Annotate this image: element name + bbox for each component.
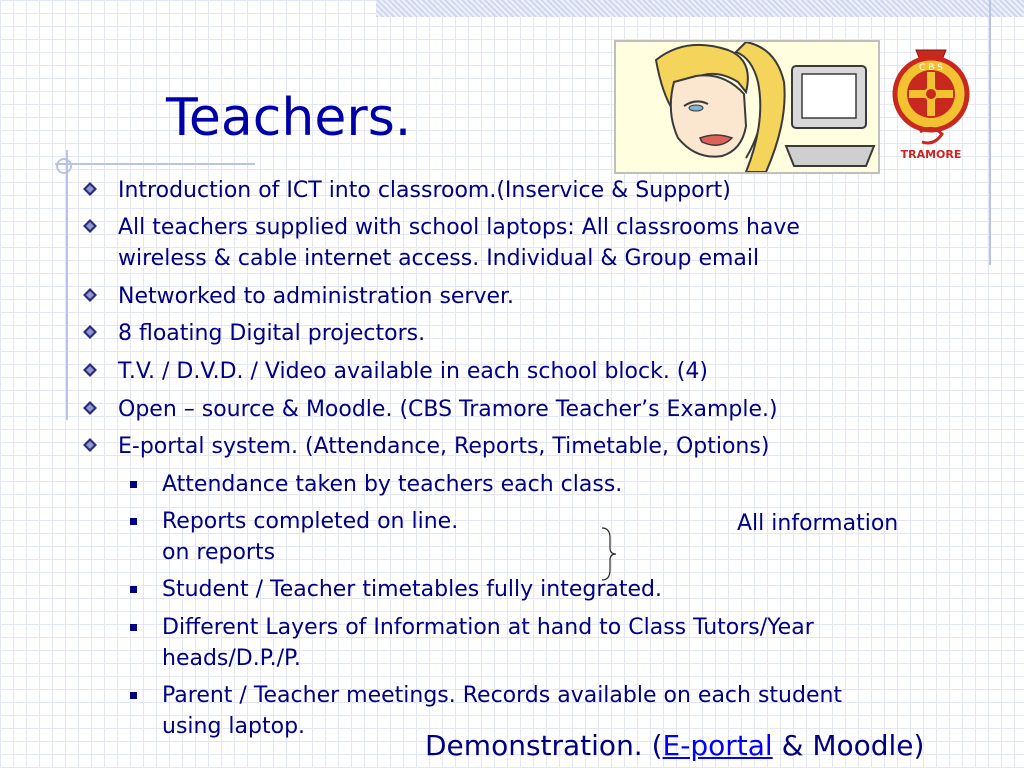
bullet-line: All teachers supplied with school laptops: All classrooms have bbox=[118, 215, 800, 240]
bullet-text: Open – source & Moodle. (CBS Tramore Teacher’s Example.) bbox=[118, 397, 778, 422]
crest-top-text: C B S bbox=[919, 63, 943, 73]
side-note-text: All information bbox=[737, 511, 899, 536]
diamond-bullet-icon bbox=[83, 325, 97, 339]
school-crest-logo bbox=[888, 42, 974, 164]
diamond-bullet-icon bbox=[83, 438, 97, 452]
diamond-bullet-icon bbox=[83, 363, 97, 377]
footer-prefix: Demonstration. ( bbox=[425, 729, 663, 762]
decorative-title-rule bbox=[55, 163, 255, 165]
bullet-text: E-portal system. (Attendance, Reports, Timetable, Options) bbox=[118, 434, 770, 459]
decorative-top-band bbox=[376, 0, 1024, 17]
bullet-line: Different Layers of Information at hand to Class Tutors/Year bbox=[162, 615, 814, 640]
bullet-text: Student / Teacher timetables fully integrated. bbox=[162, 577, 662, 602]
square-bullet-icon bbox=[130, 692, 137, 699]
diamond-bullet-icon bbox=[83, 219, 97, 233]
bullet-line: using laptop. bbox=[162, 714, 306, 739]
square-bullet-icon bbox=[130, 624, 137, 631]
teacher-computer-illustration bbox=[616, 42, 878, 172]
bullet-line: Reports completed on line. bbox=[162, 509, 459, 534]
bullet-text: T.V. / D.V.D. / Video available in each school block. (4) bbox=[118, 359, 708, 384]
bullet-line: on reports bbox=[162, 540, 276, 565]
e-portal-link[interactable]: E-portal bbox=[662, 729, 773, 762]
square-bullet-icon bbox=[130, 586, 137, 593]
bullet-text bbox=[162, 612, 814, 674]
bullet-text: Attendance taken by teachers each class. bbox=[162, 472, 623, 497]
diamond-bullet-icon bbox=[83, 182, 97, 196]
bullet-text bbox=[162, 506, 458, 568]
bullet-text: 8 floating Digital projectors. bbox=[118, 321, 426, 346]
diamond-bullet-icon bbox=[83, 401, 97, 415]
square-bullet-icon bbox=[130, 518, 137, 525]
footer-demonstration-line bbox=[425, 728, 924, 764]
crest-bottom-text: TRAMORE bbox=[900, 148, 962, 161]
bullet-text: Networked to administration server. bbox=[118, 284, 515, 309]
decorative-right-rule bbox=[989, 0, 991, 265]
bullet-text: Introduction of ICT into classroom.(Inservice & Support) bbox=[118, 178, 731, 203]
bullet-line: heads/D.P./P. bbox=[162, 646, 301, 671]
bullet-line: Parent / Teacher meetings. Records available on each student bbox=[162, 683, 843, 708]
bullet-line: wireless & cable internet access. Individual & Group email bbox=[118, 246, 760, 271]
slide-title: Teachers. bbox=[166, 88, 412, 148]
diamond-bullet-icon bbox=[83, 288, 97, 302]
square-bullet-icon bbox=[130, 481, 137, 488]
decorative-corner-ring bbox=[56, 158, 72, 174]
footer-suffix: & Moodle) bbox=[772, 729, 925, 762]
bullet-text bbox=[118, 212, 800, 274]
right-brace-icon bbox=[598, 526, 620, 582]
decorative-left-rule bbox=[66, 150, 68, 420]
teacher-clipart-image bbox=[614, 40, 880, 174]
